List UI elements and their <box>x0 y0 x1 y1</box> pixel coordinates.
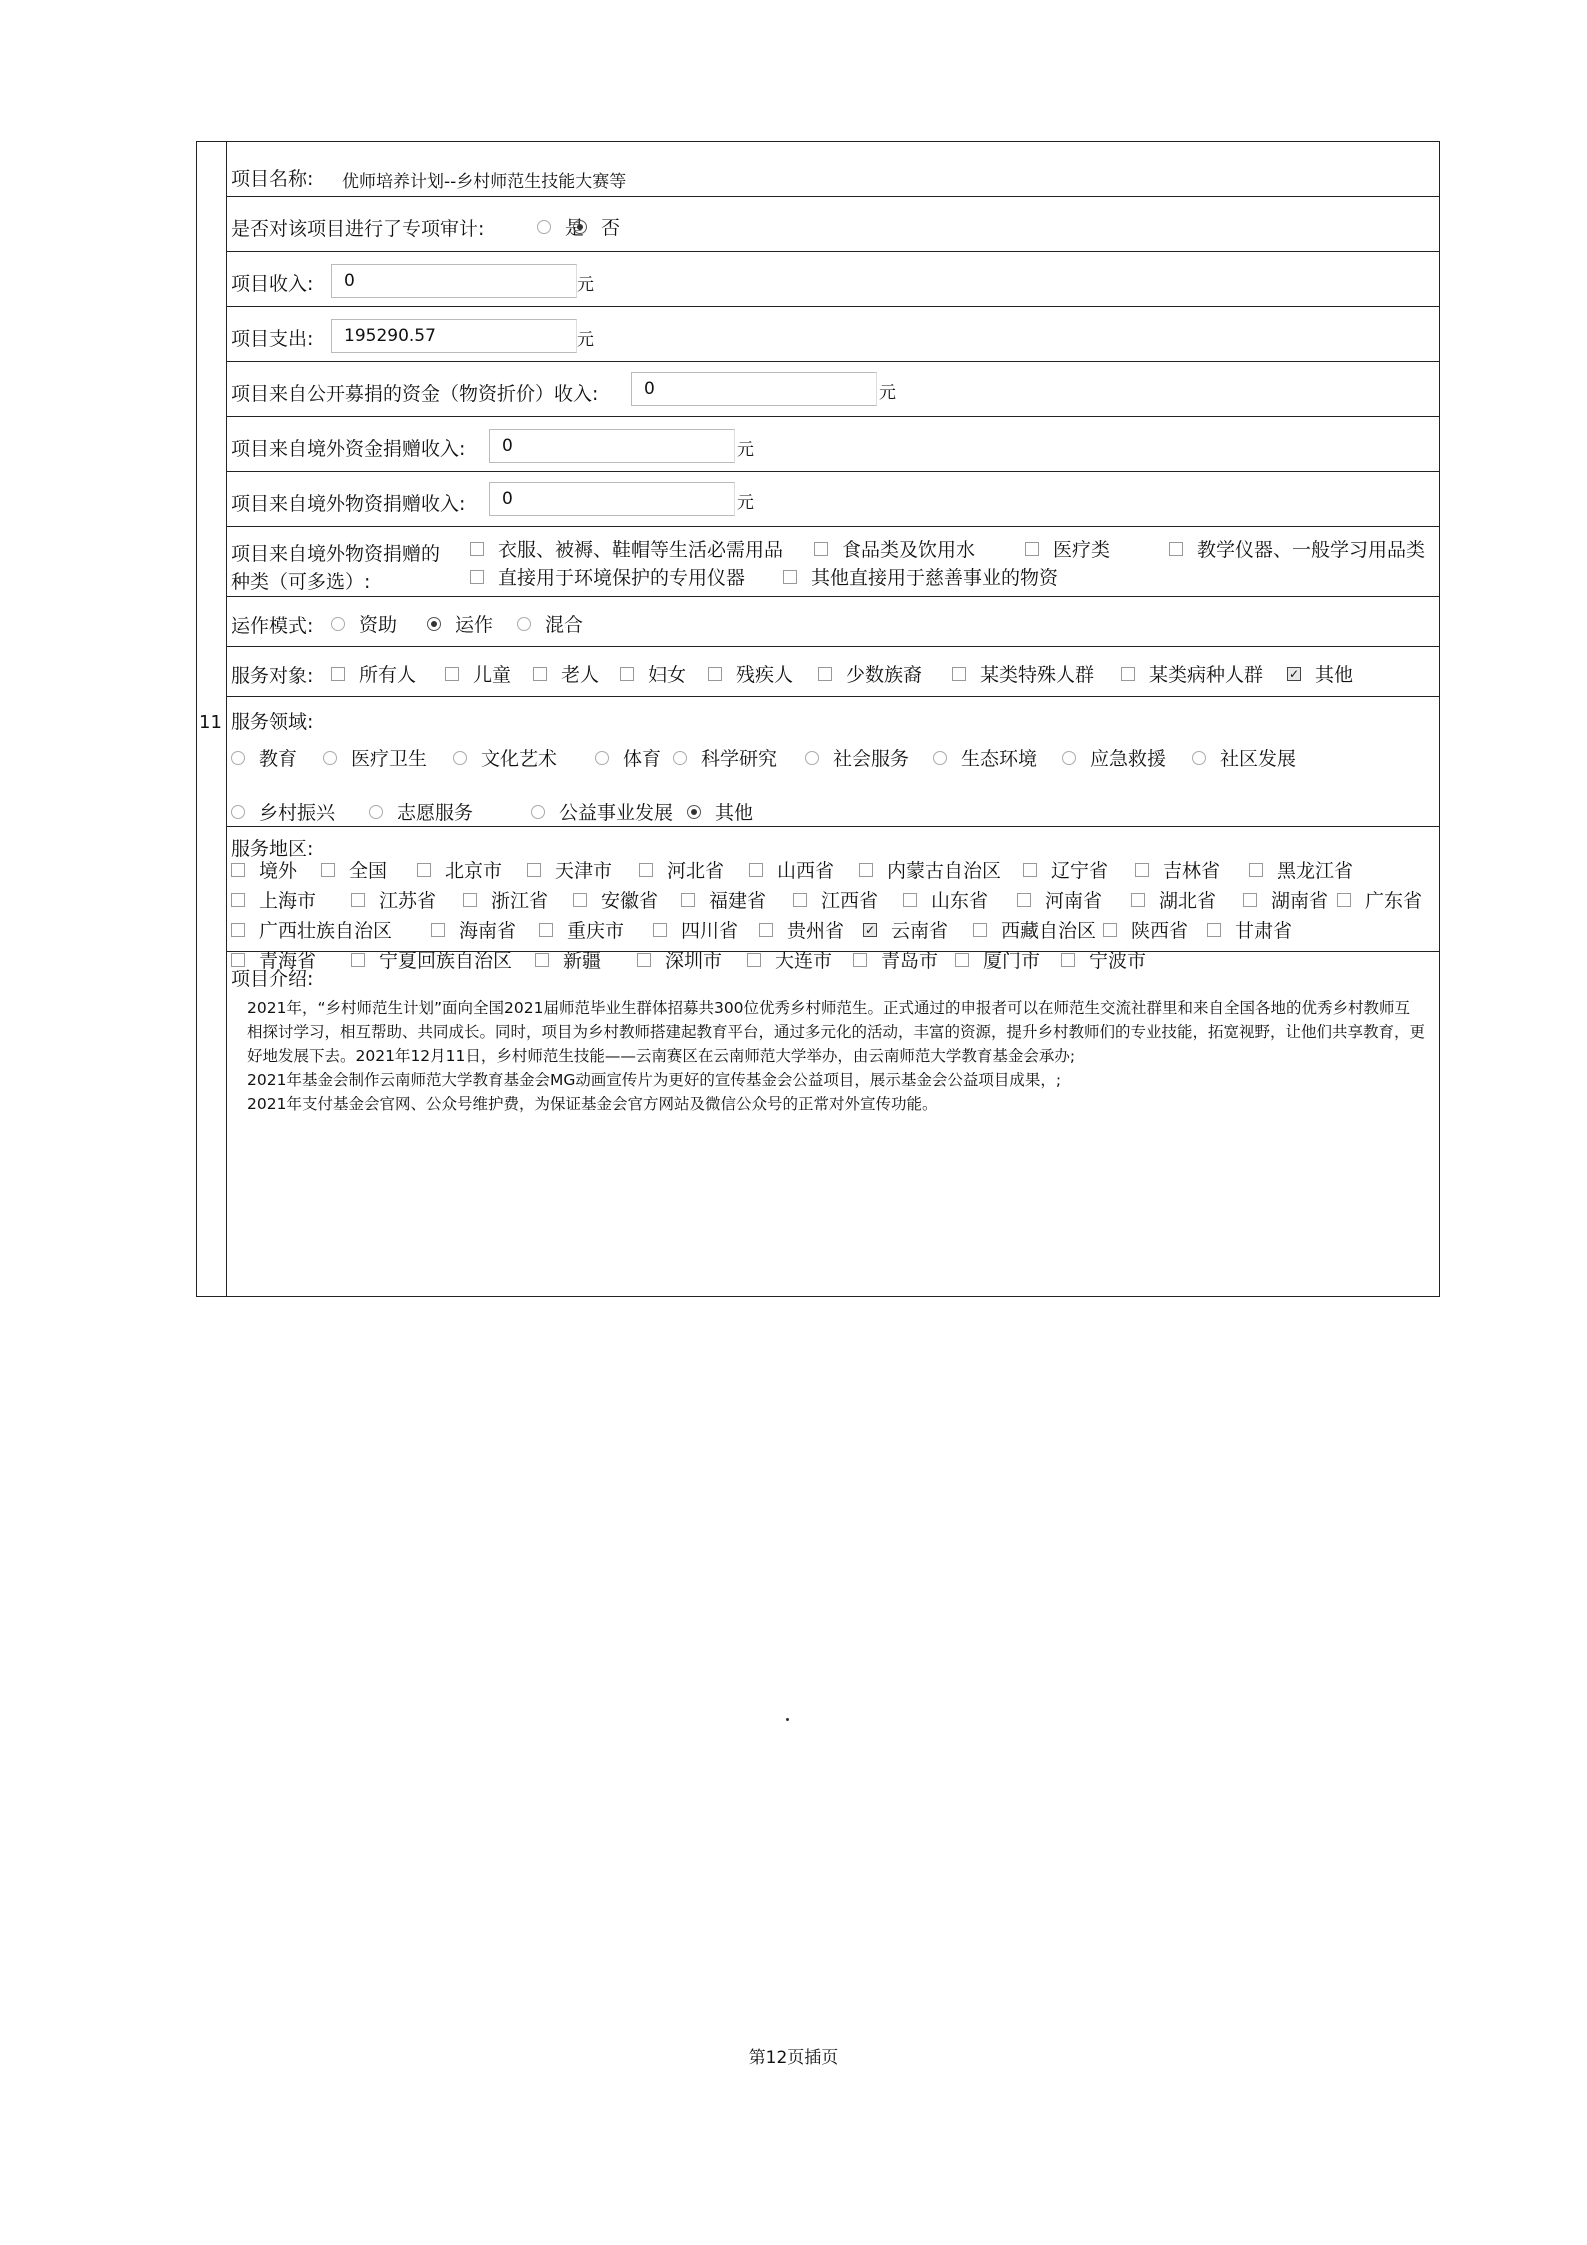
target-option-5[interactable] <box>708 660 793 687</box>
checkbox[interactable] <box>759 923 773 937</box>
checkbox[interactable] <box>708 667 722 681</box>
option-label: 社会服务 <box>833 748 910 770</box>
goods-types-label-line1: 项目来自境外物资捐赠的 <box>231 543 441 565</box>
field-option-9[interactable] <box>1192 744 1296 771</box>
area-option-14[interactable] <box>573 886 658 913</box>
checkbox[interactable] <box>470 570 484 584</box>
radio-button[interactable] <box>427 617 441 631</box>
service-fields-label: 服务领域: <box>231 711 314 733</box>
expense-label: 项目支出: <box>231 328 314 350</box>
option-label: 其他直接用于慈善事业的物资 <box>811 567 1059 589</box>
checkbox[interactable] <box>1103 923 1117 937</box>
option-label: 资助 <box>359 614 398 636</box>
option-label: 北京市 <box>445 860 503 882</box>
scan-dot <box>786 1718 789 1721</box>
option-label: 应急救援 <box>1090 748 1167 770</box>
radio-button[interactable] <box>933 751 947 765</box>
radio-button[interactable] <box>573 220 587 234</box>
radio-button[interactable] <box>231 805 245 819</box>
income-row <box>227 252 1439 307</box>
option-label: 教学仪器、一般学习用品类 <box>1197 539 1426 561</box>
foreign-goods-input[interactable]: 0 <box>489 482 735 516</box>
checkbox[interactable] <box>331 667 345 681</box>
checkbox[interactable] <box>1135 863 1149 877</box>
option-label: 吉林省 <box>1163 860 1221 882</box>
radio-button[interactable] <box>531 805 545 819</box>
option-label: 社区发展 <box>1220 748 1297 770</box>
checkbox[interactable] <box>818 667 832 681</box>
service-areas-label: 服务地区: <box>231 838 314 860</box>
field-option-13[interactable] <box>687 798 753 825</box>
option-label: 黑龙江省 <box>1277 860 1354 882</box>
target-option-1[interactable] <box>331 660 416 687</box>
area-option-30[interactable] <box>1207 916 1292 943</box>
service-targets-label: 服务对象: <box>231 665 314 687</box>
option-label: 四川省 <box>681 920 739 942</box>
service-fields-row <box>227 697 1439 827</box>
intro-paragraph-3: 2021年支付基金会官网、公众号维护费，为保证基金会官方网站及微信公众号的正常对外宣传功能。 <box>247 1095 938 1113</box>
mode-option-1[interactable] <box>331 610 397 637</box>
option-label: 残疾人 <box>736 664 794 686</box>
goods-type-option-2[interactable] <box>814 535 975 562</box>
area-option-27[interactable] <box>863 916 948 943</box>
radio-button[interactable] <box>673 751 687 765</box>
goods-type-option-1[interactable] <box>470 535 783 562</box>
option-label: 安徽省 <box>601 890 659 912</box>
radio-button[interactable] <box>331 617 345 631</box>
checkbox[interactable] <box>470 542 484 556</box>
form-body <box>227 142 1439 1296</box>
area-option-5[interactable] <box>639 856 724 883</box>
area-option-13[interactable] <box>463 886 548 913</box>
option-label: 大连市 <box>775 950 833 972</box>
checkbox[interactable] <box>681 893 695 907</box>
field-option-1[interactable] <box>231 744 297 771</box>
option-label: 天津市 <box>555 860 613 882</box>
field-option-11[interactable] <box>369 798 473 825</box>
checkbox[interactable] <box>639 863 653 877</box>
target-option-3[interactable] <box>533 660 599 687</box>
radio-button[interactable] <box>687 805 701 819</box>
radio-button[interactable] <box>1192 751 1206 765</box>
checkbox[interactable] <box>903 893 917 907</box>
option-label: 生态环境 <box>961 748 1038 770</box>
goods-type-option-6[interactable] <box>783 563 1058 590</box>
option-label: 内蒙古自治区 <box>887 860 1002 882</box>
option-label: 福建省 <box>709 890 767 912</box>
foreign-cash-unit: 元 <box>737 440 754 460</box>
target-option-7[interactable] <box>952 660 1094 687</box>
option-label: 教育 <box>259 748 298 770</box>
area-option-17[interactable] <box>903 886 988 913</box>
intro-paragraph-2: 2021年基金会制作云南师范大学教育基金会MG动画宣传片为更好的宣传基金会公益项目，展示基金会公益项目成果，; <box>247 1071 1062 1089</box>
option-label: 乡村振兴 <box>259 802 336 824</box>
area-option-20[interactable] <box>1243 886 1328 913</box>
area-option-9[interactable] <box>1135 856 1220 883</box>
foreign-cash-input[interactable]: 0 <box>489 429 735 463</box>
project-intro-text <box>247 996 1425 1116</box>
row-number: 11 <box>199 712 222 733</box>
intro-paragraph-1: 2021年，“乡村师范生计划”面向全国2021届师范毕业生群体招募共300位优秀乡村师范生。正式通过的申报者可以在师范生交流社群里和来自全国各地的优秀乡村教师互相探讨学习，相互帮助、共同成长。同时，项目为乡村教师搭建起教育平台，通过多元化的活动，丰富的资源，提升乡村教师们的专业技能，拓宽视野，让他们共享教育，更好地发展下去。2021年12月11日，乡村师范生技能——云南赛区在云南师范大学举办，由云南师范大学教育基金会承办; <box>247 999 1426 1065</box>
option-label: 青海省 <box>259 950 317 972</box>
option-label: 科学研究 <box>701 748 778 770</box>
mode-option-3[interactable] <box>517 610 583 637</box>
option-label: 浙江省 <box>491 890 549 912</box>
field-option-6[interactable] <box>805 744 909 771</box>
option-label: 西藏自治区 <box>1001 920 1097 942</box>
area-option-19[interactable] <box>1131 886 1216 913</box>
option-label: 儿童 <box>473 664 512 686</box>
area-option-24[interactable] <box>539 916 624 943</box>
special-audit-row <box>227 197 1439 252</box>
option-label: 否 <box>601 217 621 239</box>
field-option-12[interactable] <box>531 798 673 825</box>
option-label: 河北省 <box>667 860 725 882</box>
checkbox[interactable] <box>1131 893 1145 907</box>
checkbox[interactable] <box>231 923 245 937</box>
service-areas-row <box>227 827 1439 972</box>
checkbox[interactable] <box>973 923 987 937</box>
option-label: 某类特殊人群 <box>980 664 1095 686</box>
radio-button[interactable] <box>231 751 245 765</box>
public-fundraising-label: 项目来自公开募捐的资金（物资折价）收入: <box>231 383 599 405</box>
target-option-9[interactable] <box>1287 660 1353 687</box>
target-option-4[interactable] <box>620 660 686 687</box>
option-label: 上海市 <box>259 890 317 912</box>
field-option-4[interactable] <box>595 744 661 771</box>
option-label: 某类病种人群 <box>1149 664 1264 686</box>
checkbox[interactable] <box>653 923 667 937</box>
goods-type-option-4[interactable] <box>1169 535 1425 562</box>
option-label: 广西壮族自治区 <box>259 920 393 942</box>
checkbox[interactable] <box>573 893 587 907</box>
area-option-28[interactable] <box>973 916 1096 943</box>
operation-mode-label: 运作模式: <box>231 615 314 637</box>
radio-button[interactable] <box>323 751 337 765</box>
field-option-7[interactable] <box>933 744 1037 771</box>
foreign-goods-unit: 元 <box>737 493 754 513</box>
option-label: 文化艺术 <box>481 748 558 770</box>
project-name-label: 项目名称: <box>231 168 314 190</box>
radio-button[interactable] <box>805 751 819 765</box>
area-option-23[interactable] <box>431 916 516 943</box>
income-unit: 元 <box>577 275 594 295</box>
checkbox[interactable] <box>1025 542 1039 556</box>
checkbox[interactable] <box>533 667 547 681</box>
option-label: 食品类及饮用水 <box>842 539 976 561</box>
checkbox[interactable] <box>1337 893 1351 907</box>
option-label: 衣服、被褥、鞋帽等生活必需用品 <box>498 539 784 561</box>
foreign-cash-row <box>227 417 1439 472</box>
foreign-goods-label: 项目来自境外物资捐赠收入: <box>231 493 466 515</box>
checkbox[interactable] <box>859 863 873 877</box>
area-option-7[interactable] <box>859 856 1001 883</box>
foreign-goods-row <box>227 472 1439 527</box>
option-label: 其他 <box>715 802 754 824</box>
checkbox[interactable] <box>793 893 807 907</box>
option-label: 老人 <box>561 664 600 686</box>
foreign-cash-label: 项目来自境外资金捐赠收入: <box>231 438 466 460</box>
option-label: 全国 <box>349 860 388 882</box>
expense-row <box>227 307 1439 362</box>
radio-button[interactable] <box>1062 751 1076 765</box>
field-option-10[interactable] <box>231 798 335 825</box>
option-label: 宁波市 <box>1089 950 1147 972</box>
goods-types-row <box>227 527 1439 597</box>
operation-mode-row <box>227 597 1439 647</box>
goods-type-option-5[interactable] <box>470 563 745 590</box>
option-label: 其他 <box>1315 664 1354 686</box>
option-label: 所有人 <box>359 664 417 686</box>
income-label: 项目收入: <box>231 273 314 295</box>
public-fundraising-unit: 元 <box>879 383 896 403</box>
project-form-table <box>196 141 1440 1297</box>
income-input[interactable]: 0 <box>331 264 577 298</box>
field-option-5[interactable] <box>673 744 777 771</box>
checkbox[interactable] <box>231 863 245 877</box>
checkbox[interactable]: ✓ <box>1288 666 1300 681</box>
checkbox[interactable] <box>431 923 445 937</box>
option-label: 少数族裔 <box>846 664 923 686</box>
option-label: 是 <box>565 217 585 239</box>
option-label: 山东省 <box>931 890 989 912</box>
option-label: 河南省 <box>1045 890 1103 912</box>
area-option-8[interactable] <box>1023 856 1108 883</box>
area-option-18[interactable] <box>1017 886 1102 913</box>
mode-option-2[interactable] <box>427 610 493 637</box>
page-footer-label: 第12页插页 <box>748 2048 839 2068</box>
area-option-21[interactable] <box>1337 886 1422 913</box>
option-label: 运作 <box>455 614 494 636</box>
radio-button[interactable] <box>369 805 383 819</box>
checkbox[interactable] <box>1121 667 1135 681</box>
checkbox[interactable] <box>1243 893 1257 907</box>
option-label: 深圳市 <box>665 950 723 972</box>
checkbox[interactable] <box>527 863 541 877</box>
option-label: 山西省 <box>777 860 835 882</box>
expense-input[interactable]: 195290.57 <box>331 319 577 353</box>
checkbox[interactable] <box>814 542 828 556</box>
checkbox[interactable] <box>1169 542 1183 556</box>
option-label: 直接用于环境保护的专用仪器 <box>498 567 746 589</box>
option-label: 志愿服务 <box>397 802 474 824</box>
public-fundraising-input[interactable]: 0 <box>631 372 877 406</box>
checkbox[interactable] <box>1017 893 1031 907</box>
option-label: 体育 <box>623 748 662 770</box>
option-label: 厦门市 <box>983 950 1041 972</box>
option-label: 新疆 <box>563 950 602 972</box>
area-option-25[interactable] <box>653 916 738 943</box>
area-option-10[interactable] <box>1249 856 1353 883</box>
radio-button[interactable] <box>537 220 551 234</box>
checkbox[interactable] <box>1023 863 1037 877</box>
area-option-16[interactable] <box>793 886 878 913</box>
checkbox[interactable] <box>417 863 431 877</box>
field-option-2[interactable] <box>323 744 427 771</box>
goods-type-option-3[interactable] <box>1025 535 1110 562</box>
goods-types-label-line2: 种类（可多选）: <box>231 571 371 593</box>
checkbox[interactable] <box>1207 923 1221 937</box>
option-label: 宁夏回族自治区 <box>379 950 513 972</box>
checkbox[interactable] <box>463 893 477 907</box>
radio-button[interactable] <box>517 617 531 631</box>
target-option-6[interactable] <box>818 660 922 687</box>
option-label: 医疗类 <box>1053 539 1111 561</box>
area-option-26[interactable] <box>759 916 844 943</box>
expense-unit: 元 <box>577 330 594 350</box>
area-option-12[interactable] <box>351 886 436 913</box>
area-option-15[interactable] <box>681 886 766 913</box>
service-targets-row <box>227 647 1439 697</box>
option-label: 境外 <box>259 860 298 882</box>
checkbox[interactable] <box>445 667 459 681</box>
project-name-row <box>227 142 1439 197</box>
project-intro-row <box>227 952 1439 1298</box>
checkbox[interactable]: ✓ <box>864 922 876 937</box>
option-label: 贵州省 <box>787 920 845 942</box>
public-fundraising-row <box>227 362 1439 417</box>
checkbox[interactable] <box>783 570 797 584</box>
checkbox[interactable] <box>231 893 245 907</box>
checkbox[interactable] <box>749 863 763 877</box>
target-option-8[interactable] <box>1121 660 1263 687</box>
field-option-8[interactable] <box>1062 744 1166 771</box>
option-label: 混合 <box>545 614 584 636</box>
radio-button[interactable] <box>453 751 467 765</box>
area-option-22[interactable] <box>231 916 392 943</box>
option-label: 湖南省 <box>1271 890 1329 912</box>
option-label: 海南省 <box>459 920 517 942</box>
checkbox[interactable] <box>539 923 553 937</box>
area-option-1[interactable] <box>231 856 297 883</box>
target-option-2[interactable] <box>445 660 511 687</box>
option-label: 甘肃省 <box>1235 920 1293 942</box>
checkbox[interactable] <box>620 667 634 681</box>
option-label: 江西省 <box>821 890 879 912</box>
area-option-4[interactable] <box>527 856 612 883</box>
checkbox[interactable] <box>952 667 966 681</box>
option-label: 妇女 <box>648 664 687 686</box>
area-option-6[interactable] <box>749 856 834 883</box>
field-option-3[interactable] <box>453 744 557 771</box>
area-option-11[interactable] <box>231 886 316 913</box>
area-option-29[interactable] <box>1103 916 1188 943</box>
checkbox[interactable] <box>351 893 365 907</box>
area-option-2[interactable] <box>321 856 387 883</box>
option-label: 江苏省 <box>379 890 437 912</box>
project-name-value: 优师培养计划--乡村师范生技能大赛等 <box>342 172 627 192</box>
option-label: 青岛市 <box>881 950 939 972</box>
audit-option-2[interactable] <box>573 213 620 240</box>
option-label: 广东省 <box>1365 890 1423 912</box>
area-option-3[interactable] <box>417 856 502 883</box>
option-label: 陕西省 <box>1131 920 1189 942</box>
option-label: 重庆市 <box>567 920 625 942</box>
special-audit-label: 是否对该项目进行了专项审计: <box>231 218 485 240</box>
option-label: 医疗卫生 <box>351 748 428 770</box>
option-label: 辽宁省 <box>1051 860 1109 882</box>
checkbox[interactable] <box>321 863 335 877</box>
option-label: 湖北省 <box>1159 890 1217 912</box>
checkbox[interactable] <box>1249 863 1263 877</box>
radio-button[interactable] <box>595 751 609 765</box>
option-label: 云南省 <box>891 920 949 942</box>
row-number-column <box>197 142 227 1296</box>
project-intro-label: 项目介绍: <box>231 968 314 990</box>
option-label: 公益事业发展 <box>559 802 674 824</box>
